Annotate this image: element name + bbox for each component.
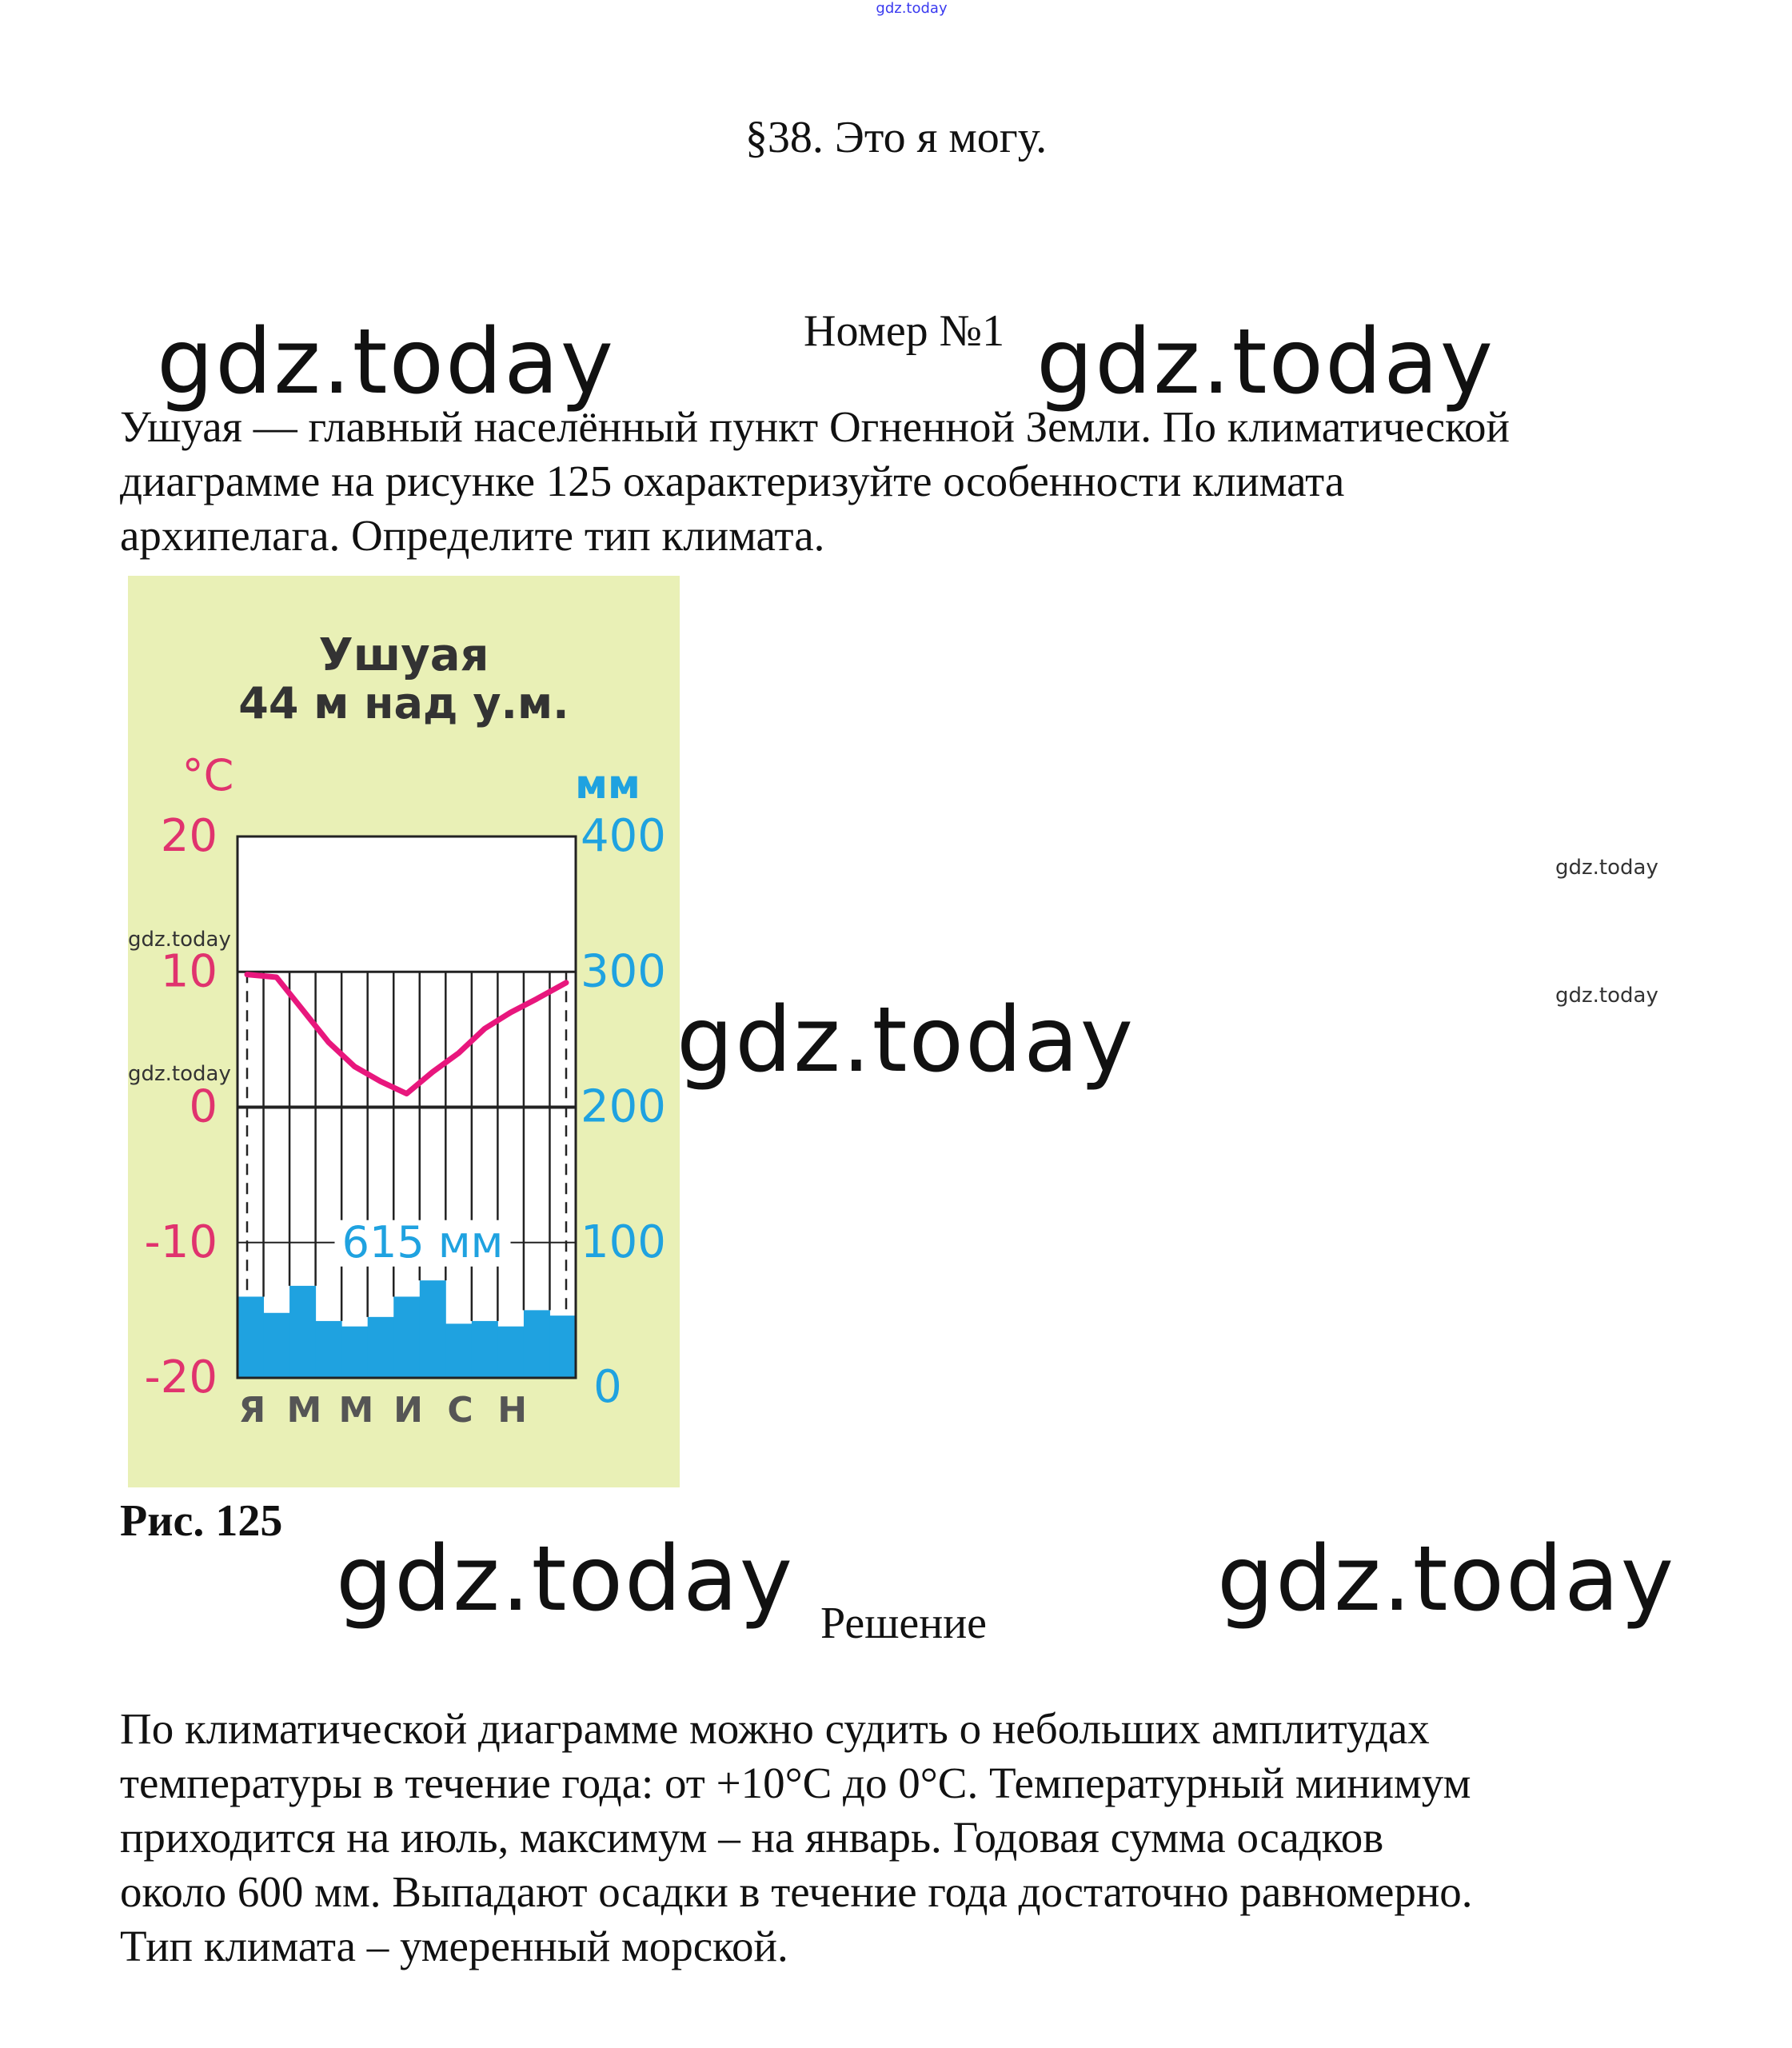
precipitation-tick-label: 100 <box>581 1216 666 1268</box>
answer-line: температуры в течение года: от +10°С до 0°С. Температурный минимум <box>120 1759 1471 1807</box>
watermark-small-4: gdz.today <box>1555 984 1658 1008</box>
diagram-title: Ушуая <box>318 629 489 681</box>
watermark-small-3: gdz.today <box>1555 856 1658 880</box>
precipitation-tick-label: 0 <box>593 1361 622 1413</box>
precipitation-bar <box>316 1321 342 1378</box>
temperature-tick-label: 0 <box>189 1080 218 1133</box>
precipitation-bar <box>472 1321 498 1378</box>
precipitation-bar <box>289 1286 316 1378</box>
question-text <box>120 400 1719 563</box>
watermark-large-4: gdz.today <box>336 1527 795 1631</box>
solution-title: Решение <box>820 1599 988 1648</box>
precipitation-bar <box>445 1323 472 1378</box>
precipitation-tick-label: 400 <box>581 810 666 862</box>
precipitation-unit: мм <box>575 761 641 808</box>
watermark-small-1: gdz.today <box>128 928 231 952</box>
precipitation-tick-label: 300 <box>581 945 666 998</box>
figure-caption: Рис. 125 <box>120 1496 283 1546</box>
watermark-large-1: gdz.today <box>157 310 616 414</box>
answer-line: около 600 мм. Выпадают осадки в течение года достаточно равномерно. <box>120 1867 1473 1916</box>
watermark-small-2: gdz.today <box>128 1062 231 1086</box>
month-label: Я <box>238 1390 266 1431</box>
temperature-tick-label: 10 <box>160 945 218 998</box>
precipitation-bar <box>393 1296 420 1378</box>
temperature-tick-label: 20 <box>160 810 218 862</box>
precipitation-bar <box>524 1310 550 1378</box>
watermark-large-3: gdz.today <box>676 988 1135 1092</box>
watermark-large-2: gdz.today <box>1036 310 1495 414</box>
question-line: архипелага. Определите тип климата. <box>120 511 825 560</box>
climate-diagram <box>128 576 680 1487</box>
month-label: И <box>393 1390 423 1431</box>
month-label: М <box>286 1390 322 1431</box>
month-label: С <box>447 1390 473 1431</box>
precipitation-bar <box>549 1315 576 1378</box>
precipitation-tick-label: 200 <box>581 1080 666 1133</box>
temperature-tick-label: -10 <box>144 1216 218 1268</box>
precipitation-bar <box>497 1327 524 1378</box>
temperature-tick-label: -20 <box>144 1351 218 1403</box>
precipitation-bar <box>368 1317 394 1378</box>
answer-text <box>120 1702 1719 1974</box>
answer-line: Тип климата – умеренный морской. <box>120 1922 788 1970</box>
top-watermark: gdz.today <box>876 0 948 17</box>
section-title: §38. Это я могу. <box>744 113 1048 162</box>
answer-line: По климатической диаграмме можно судить о небольших амплитудах <box>120 1704 1430 1753</box>
temperature-unit: °C <box>182 750 234 800</box>
month-label: Н <box>497 1390 528 1431</box>
diagram-subtitle: 44 м над у.м. <box>238 678 569 729</box>
question-line: диаграмме на рисунке 125 охарактеризуйте особенности климата <box>120 457 1345 505</box>
precipitation-bar <box>237 1296 264 1378</box>
answer-line: приходится на июль, максимум – на январь. Годовая сумма осадков <box>120 1813 1384 1862</box>
precipitation-bar <box>341 1327 368 1378</box>
annual-total-label: 615 мм <box>341 1216 504 1268</box>
precipitation-bar <box>264 1313 290 1378</box>
month-label: М <box>338 1390 374 1431</box>
task-number: Номер №1 <box>804 306 1005 356</box>
precipitation-bar <box>420 1280 446 1378</box>
watermark-large-5: gdz.today <box>1217 1527 1676 1631</box>
question-line: Ушуая — главный населённый пункт Огненной Земли. По климатической <box>120 402 1510 451</box>
